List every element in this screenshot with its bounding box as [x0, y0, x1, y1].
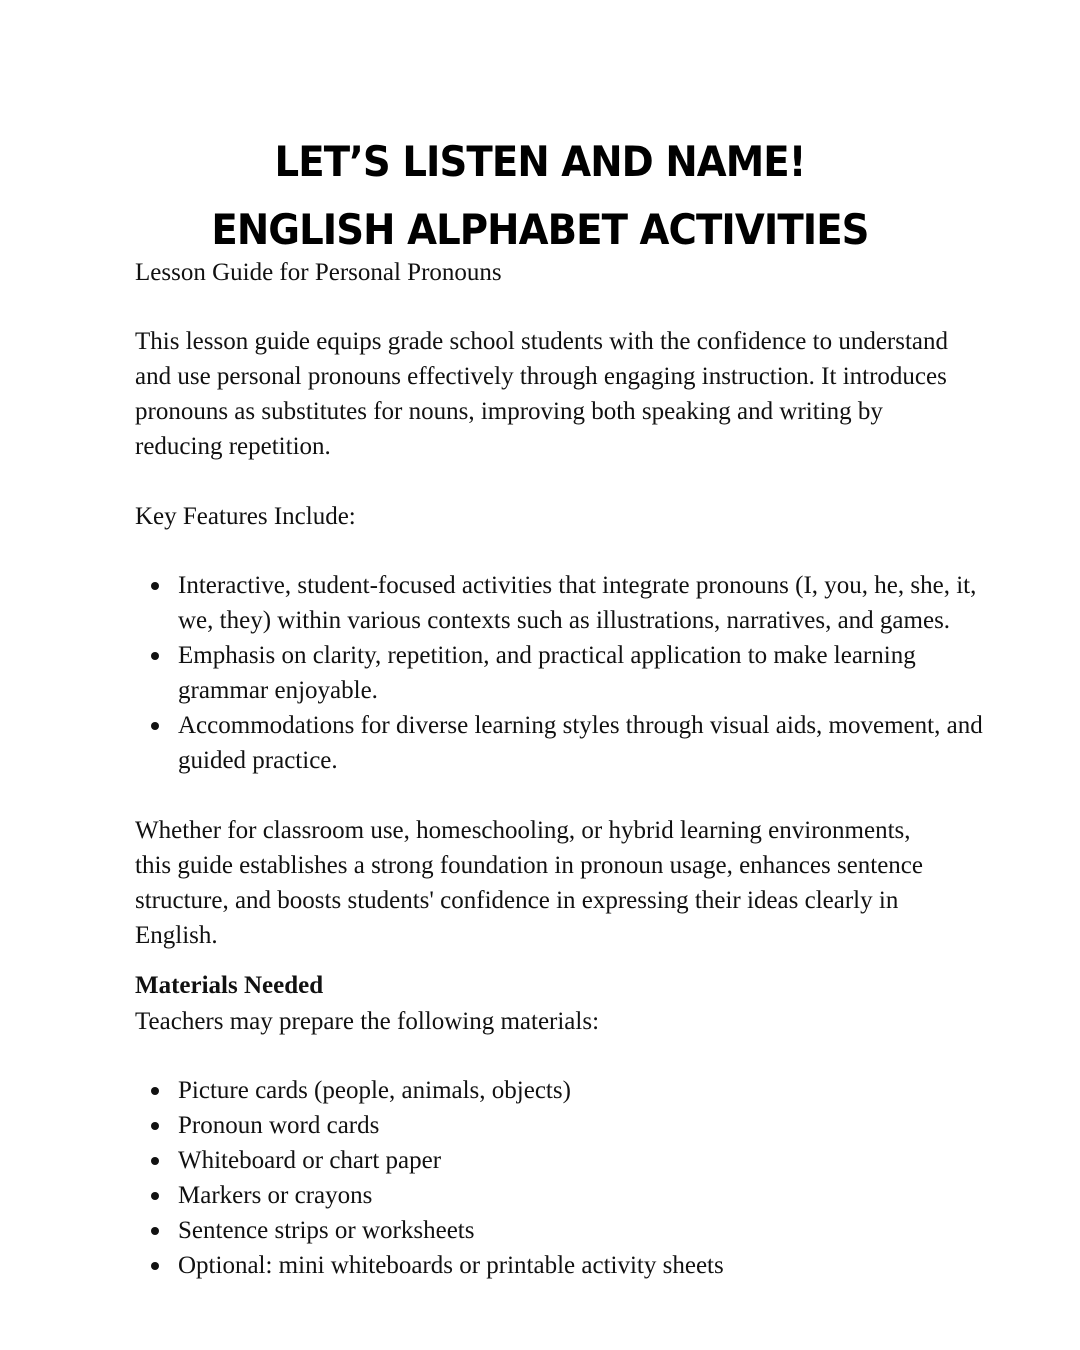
- bullet-icon: [151, 582, 159, 590]
- materials-intro: Teachers may prepare the following materials:: [135, 1008, 600, 1035]
- bullet-icon: [151, 722, 159, 730]
- page-title-line-1: LET’S LISTEN AND NAME!: [274, 137, 806, 186]
- list-item-text: Whiteboard or chart paper: [178, 1147, 442, 1174]
- list-item-text: Optional: mini whiteboards or printable activity sheets: [178, 1252, 724, 1279]
- list-item: [178, 1108, 998, 1143]
- list-item-text: Sentence strips or worksheets: [178, 1217, 475, 1244]
- list-item: [178, 1213, 998, 1248]
- list-item-text: Picture cards (people, animals, objects): [178, 1077, 571, 1104]
- bullet-icon: [151, 1157, 159, 1165]
- list-item: [178, 638, 998, 708]
- closing-paragraph: Whether for classroom use, homeschooling, or hybrid learning environments, this guide establishes a strong foundation in pronoun usage, enhances sentence structure, and boosts students' confidence in expressing their ideas clearly in English.: [135, 817, 924, 949]
- list-item: [178, 1143, 998, 1178]
- key-features-list: [135, 568, 998, 778]
- materials-list: [135, 1073, 998, 1283]
- bullet-icon: [151, 1122, 159, 1130]
- page-title-line-2: ENGLISH ALPHABET ACTIVITIES: [211, 205, 869, 254]
- bullet-icon: [151, 1087, 159, 1095]
- list-item-text: Pronoun word cards: [178, 1112, 380, 1139]
- list-item-text: Emphasis on clarity, repetition, and practical application to make learning grammar enjoyable.: [178, 642, 916, 704]
- bullet-icon: [151, 1192, 159, 1200]
- bullet-icon: [151, 1262, 159, 1270]
- bullet-icon: [151, 1227, 159, 1235]
- list-item: [178, 708, 998, 778]
- list-item-text: Interactive, student-focused activities that integrate pronouns (I, you, he, she, it, we, they) within various contexts such as illustrations, narratives, and games.: [178, 572, 977, 634]
- list-item: [178, 1178, 998, 1213]
- bullet-icon: [151, 652, 159, 660]
- key-features-heading: Key Features Include:: [135, 503, 356, 530]
- list-item-text: Accommodations for diverse learning styles through visual aids, movement, and guided practice.: [178, 712, 983, 774]
- lesson-subtitle: Lesson Guide for Personal Pronouns: [135, 259, 502, 286]
- list-item-text: Markers or crayons: [178, 1182, 373, 1209]
- materials-heading: Materials Needed: [135, 972, 324, 999]
- intro-paragraph: This lesson guide equips grade school students with the confidence to understand and use personal pronouns effectively through engaging instruction. It introduces pronouns as substitutes for nouns, improving both speaking and writing by reducing repetition.: [135, 328, 949, 460]
- list-item: [178, 1073, 998, 1108]
- list-item: [178, 568, 998, 638]
- list-item: [178, 1248, 998, 1283]
